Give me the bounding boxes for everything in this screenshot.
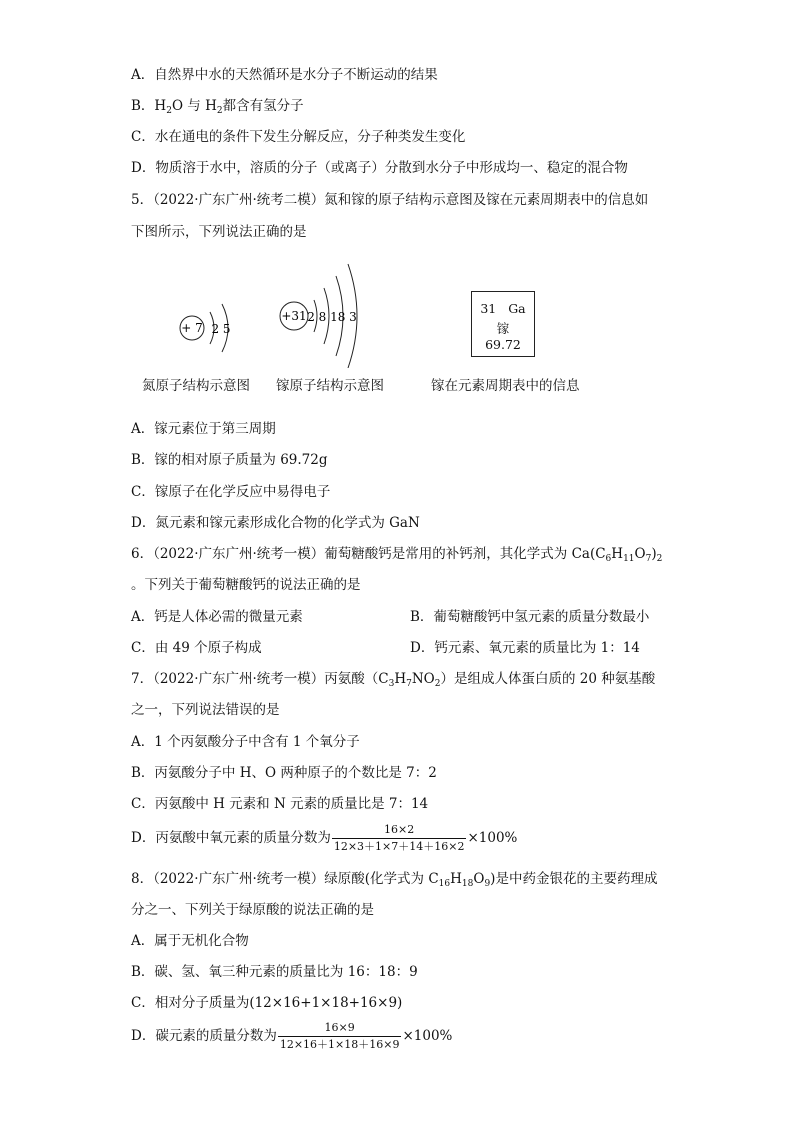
q8-option-b: B．碳、氢、氧三种元素的质量比为 16：18：9 [131,964,418,980]
q4-option-d: D．物质溶于水中，溶质的分子（或离子）分散到水分子中形成均一、稳定的混合物 [131,160,628,176]
q8-option-a: A．属于无机化合物 [131,933,249,949]
q5-option-b: B．镓的相对原子质量为 69.72g [131,452,328,468]
q5-option-a: A．镓元素位于第三周期 [131,421,276,437]
q7-fraction: $\frac{16\times 2}{12\times 3+1\times 7+14+16\times 2}$ [333,823,465,853]
q6-option-d: D．钙元素、氧元素的质量比为 1：14 [410,640,640,656]
q5-option-d: D．氮元素和镓元素形成化合物的化学式为 GaN [131,515,420,531]
q7-option-c: C．丙氨酸中 H 元素和 N 元素的质量比是 7：14 [131,796,429,812]
q8-option-d: D．碳元素的质量分数为 $\frac{16\times 9}{12\times 16+1\times 18+16\times 9}$ ×100% [131,1021,453,1051]
gallium-name: 镓 [496,321,510,336]
nitrogen-shell-electrons: 2 5 [211,322,231,336]
q4-option-c: C．水在通电的条件下发生分解反应，分子种类发生变化 [131,129,466,145]
q8-stem-line2: 分之一、下列关于绿原酸的说法正确的是 [131,902,374,918]
q7-option-b: B．丙氨酸分子中 H、O 两种原子的个数比是 7：2 [131,765,437,781]
q6-stem-line1: 6．（2022·广东广州·统考一模）葡萄糖酸钙是常用的补钙剂，其化学式为 $Ca(C_6H_{11}O_7)_2$ [131,546,663,564]
gallium-table-caption: 镓在元素周期表中的信息 [431,378,580,394]
q5-stem-line2: 下图所示，下列说法正确的是 [131,224,307,240]
q6-option-a: A．钙是人体必需的微量元素 [131,609,303,625]
gallium-caption: 镓原子结构示意图 [276,378,384,394]
q6-option-c: C．由 49 个原子构成 [131,640,262,656]
nitrogen-caption: 氮原子结构示意图 [142,378,250,394]
gallium-atom-diagram [274,258,384,368]
q7-stem-line1: 7．（2022·广东广州·统考一模）丙氨酸$(C_3H_7NO_2)$是组成人体蛋白质的 20 种氨基酸 [131,671,656,689]
gallium-number-symbol: 31 Ga [480,301,526,316]
q8-fraction: $\frac{16\times 9}{12\times 16+1\times 18+16\times 9}$ [279,1021,400,1051]
q6-stem-line2: 。下列关于葡萄糖酸钙的说法正确的是 [131,577,361,593]
q8-option-c: C．相对分子质量为(12×16+1×18+16×9) [131,995,403,1011]
q7-option-d: D．丙氨酸中氧元素的质量分数为 $\frac{16\times 2}{12\times 3+1\times 7+14+16\times 2}$ ×100% [131,823,518,853]
q4-option-a: A．自然界中水的天然循环是水分子不断运动的结果 [131,67,438,83]
q5-option-c: C．镓原子在化学反应中易得电子 [131,484,331,500]
nitrogen-nucleus-label: + 7 [181,321,203,335]
gallium-nucleus-label: +31 [281,309,307,323]
gallium-mass: 69.72 [485,337,521,352]
q7-option-a: A．1 个丙氨酸分子中含有 1 个氧分子 [131,734,360,750]
nitrogen-atom-diagram [170,290,245,360]
q7-stem-line2: 之一，下列说法错误的是 [131,702,280,718]
q8-stem-line1: 8．（2022·广东广州·统考一模）绿原酸(化学式为 $C_{16}H_{18}O_9$)是中药金银花的主要药理成 [131,871,658,889]
q6-option-b: B．葡萄糖酸钙中氢元素的质量分数最小 [410,609,650,625]
gallium-shell-electrons: 2 8 18 3 [307,310,357,324]
gallium-element-cell [471,291,535,357]
q5-stem-line1: 5．（2022·广东广州·统考二模）氮和镓的原子结构示意图及镓在元素周期表中的信息如 [131,192,649,208]
q4-option-b: B．$H_2O$ 与 $H_2$都含有氢分子 [131,98,304,116]
